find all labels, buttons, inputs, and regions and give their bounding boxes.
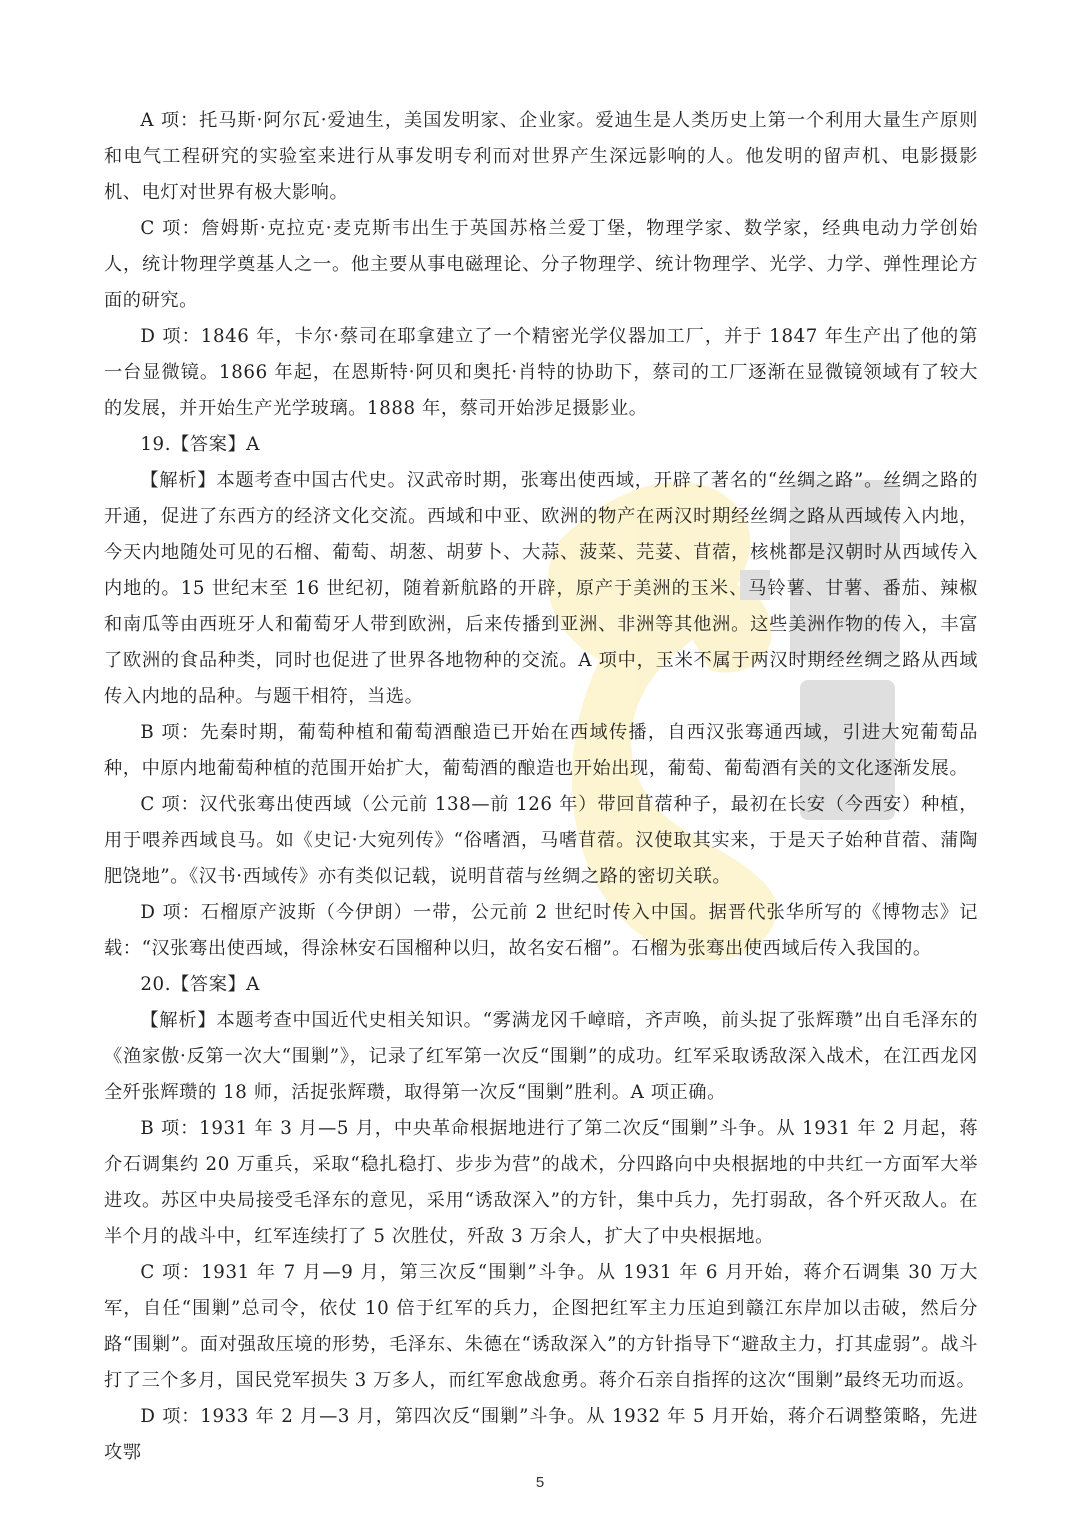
answer-20: 20.【答案】A <box>140 974 260 995</box>
analysis-19: 【解析】本题考查中国古代史。汉武帝时期，张骞出使西域，开辟了著名的“丝绸之路”。丝绸之路的开通，促进了东西方的经济文化交流。西域和中亚、欧洲的物产在两汉时期经丝绸之路从西域传入内地，今天内地随处可见的石榴、葡萄、胡葱、胡萝卜、大蒜、菠菜、芫荽、苜蓿，核桃都是汉朝时从西域传入内地的。15 世纪末至 16 世纪初，随着新航路的开辟，原产于美洲的玉米、马铃薯、甘薯、番茄、辣椒和南瓜等由西班牙人和葡萄牙人带到欧洲，后来传播到亚洲、非洲等其他洲。这些美洲作物的传入，丰富了欧洲的食品种类，同时也促进了世界各地物种的交流。A 项中，玉米不属于两汉时期经丝绸之路从西域传入内地的品种。与题干相符，当选。 <box>104 470 978 707</box>
paragraph-option-c-maxwell: C 项：詹姆斯·克拉克·麦克斯韦出生于英国苏格兰爱丁堡，物理学家、数学家，经典电动力学创始人，统计物理学奠基人之一。他主要从事电磁理论、分子物理学、统计物理学、光学、力学、弹性理论方面的研究。 <box>104 218 978 311</box>
analysis-20: 【解析】本题考查中国近代史相关知识。“雾满龙冈千嶂暗，齐声唤，前头捉了张辉瓒”出自毛泽东的《渔家傲·反第一次大“围剿”》，记录了红军第一次反“围剿”的成功。红军采取诱敌深入战术，在江西龙冈全歼张辉瓒的 18 师，活捉张辉瓒，取得第一次反“围剿”胜利。A 项正确。 <box>104 1010 978 1103</box>
paragraph-20-option-b: B 项：1931 年 3 月—5 月，中央革命根据地进行了第二次反“围剿”斗争。从 1931 年 2 月起，蒋介石调集约 20 万重兵，采取“稳扎稳打、步步为营”的战术，分四路向中央根据地的中共红一方面军大举进攻。苏区中央局接受毛泽东的意见，采用“诱敌深入”的方针，集中兵力，先打弱敌，各个歼灭敌人。在半个月的战斗中，红军连续打了 5 次胜仗，歼敌 3 万余人，扩大了中央根据地。 <box>104 1118 978 1247</box>
paragraph-19-option-b: B 项：先秦时期，葡萄种植和葡萄酒酿造已开始在西域传播，自西汉张骞通西域，引进大宛葡萄品种，中原内地葡萄种植的范围开始扩大，葡萄酒的酿造也开始出现，葡萄、葡萄酒有关的文化逐渐发展。 <box>104 722 978 779</box>
paragraph-20-option-d: D 项：1933 年 2 月—3 月，第四次反“围剿”斗争。从 1932 年 5 月开始，蒋介石调整策略，先进攻鄂 <box>104 1406 978 1463</box>
paragraph-20-option-c: C 项：1931 年 7 月—9 月，第三次反“围剿”斗争。从 1931 年 6 月开始，蒋介石调集 30 万大军，自任“围剿”总司令，依仗 10 倍于红军的兵力，企图把红军主力压迫到赣江东岸加以击破，然后分路“围剿”。面对强敌压境的形势，毛泽东、朱德在“诱敌深入”的方针指导下“避敌主力，打其虚弱”。战斗打了三个多月，国民党军损失 3 万多人，而红军愈战愈勇。蒋介石亲自指挥的这次“围剿”最终无功而返。 <box>104 1262 978 1391</box>
paragraph-19-option-c: C 项：汉代张骞出使西域（公元前 138—前 126 年）带回苜蓿种子，最初在长安（今西安）种植，用于喂养西域良马。如《史记·大宛列传》“俗嗜酒，马嗜苜蓿。汉使取其实来，于是天子始种苜蓿、蒲陶肥饶地”。《汉书·西域传》亦有类似记载，说明苜蓿与丝绸之路的密切关联。 <box>104 794 978 887</box>
document-body <box>104 103 978 1471</box>
paragraph-option-d-zeiss: D 项：1846 年，卡尔·蔡司在耶拿建立了一个精密光学仪器加工厂，并于 1847 年生产出了他的第一台显微镜。1866 年起，在恩斯特·阿贝和奥托·肖特的协助下，蔡司的工厂逐渐在显微镜领域有了较大的发展，并开始生产光学玻璃。1888 年，蔡司开始涉足摄影业。 <box>104 326 978 419</box>
paragraph-19-option-d: D 项：石榴原产波斯（今伊朗）一带，公元前 2 世纪时传入中国。据晋代张华所写的《博物志》记载：“汉张骞出使西域，得涂林安石国榴种以归，故名安石榴”。石榴为张骞出使西域后传入我国的。 <box>104 902 978 959</box>
paragraph-option-a-edison: A 项：托马斯·阿尔瓦·爱迪生，美国发明家、企业家。爱迪生是人类历史上第一个利用大量生产原则和电气工程研究的实验室来进行从事发明专利而对世界产生深远影响的人。他发明的留声机、电影摄影机、电灯对世界有极大影响。 <box>104 110 978 203</box>
answer-19: 19.【答案】A <box>140 434 260 455</box>
page-number: 5 <box>535 1474 545 1491</box>
